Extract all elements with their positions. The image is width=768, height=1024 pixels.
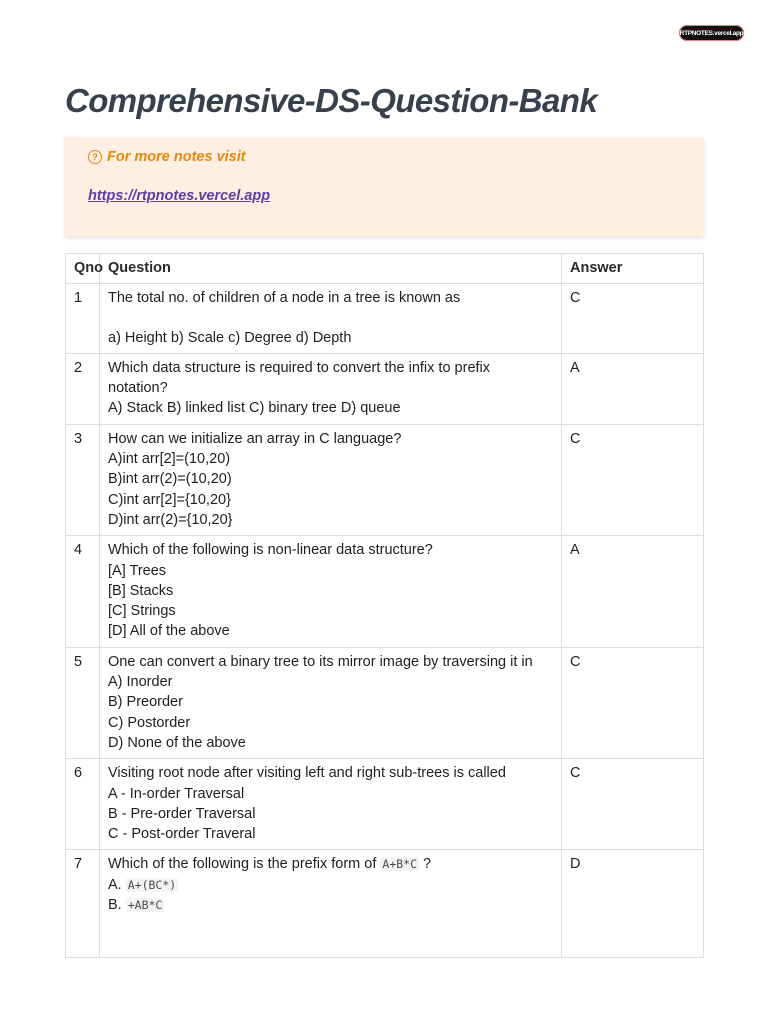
question-text [100,284,562,354]
table-row [66,759,704,850]
answer-cell: A [562,536,704,647]
question-line: A) Inorder [108,674,173,691]
question-number: 4 [66,536,100,647]
answer-cell: C [562,647,704,758]
header-answer: Answer [562,254,704,284]
question-line: B - Pre-order Traversal [108,805,256,822]
question-line: Visiting root node after visiting left and right sub-trees is called [108,765,506,782]
question-table [65,253,704,958]
callout-heading: For more notes visit [107,149,246,165]
question-number: 2 [66,353,100,424]
notes-callout [65,137,704,236]
option-b-code: +AB*C [127,898,163,913]
question-line [108,854,553,874]
table-row [66,647,704,758]
question-text [100,759,562,850]
table-row [66,424,704,535]
question-line: D)int arr(2)={10,20} [108,511,233,528]
question-number: 1 [66,284,100,354]
question-prefix: Which of the following is the prefix form of [108,856,381,873]
answer-cell: C [562,759,704,850]
question-line: D) None of the above [108,734,246,751]
site-badge[interactable]: RTPNOTES.vercel.app [679,25,744,41]
answer-cell: C [562,424,704,535]
question-line: [B] Stacks [108,582,174,599]
question-line: A)int arr[2]=(10,20) [108,451,231,468]
page-title: Comprehensive-DS-Question-Bank [65,82,598,119]
option-a [108,875,553,895]
question-line: How can we initialize an array in C language? [108,430,402,447]
question-line: The total no. of children of a node in a tree is known as [108,290,461,307]
question-number: 5 [66,647,100,758]
question-line: One can convert a binary tree to its mirror image by traversing it in [108,653,533,670]
option-b-label: B. [108,897,126,914]
question-line: [A] Trees [108,562,167,579]
question-circle-icon: ? [88,150,102,164]
question-text [100,850,562,958]
question-line: A - In-order Traversal [108,785,245,802]
question-line: Which data structure is required to convert the infix to prefix notation? [108,359,495,397]
header-qno: Qno [66,254,100,284]
question-number: 6 [66,759,100,850]
question-line [108,309,553,328]
question-line: [C] Strings [108,603,176,620]
header-question: Question [100,254,562,284]
question-number: 7 [66,850,100,958]
question-line: B)int arr(2)=(10,20) [108,471,232,488]
question-text [100,353,562,424]
table-row [66,284,704,354]
question-code: A+B*C [382,857,418,872]
question-text [100,424,562,535]
notes-link[interactable]: https://rtpnotes.vercel.app [88,188,271,204]
answer-cell: A [562,353,704,424]
callout-heading-row [88,149,246,165]
option-a-label: A. [108,876,126,893]
question-line: A) Stack B) linked list C) binary tree D) queue [108,400,401,417]
question-line: Which of the following is non-linear data structure? [108,542,433,559]
question-line: B) Preorder [108,694,183,711]
question-line: C) Postorder [108,714,191,731]
question-text [100,647,562,758]
question-line: [D] All of the above [108,623,230,640]
question-number: 3 [66,424,100,535]
answer-cell: D [562,850,704,958]
option-b [108,895,553,915]
table-header-row [66,254,704,284]
question-line: C - Post-order Traveral [108,826,256,843]
table-row [66,353,704,424]
question-line: C)int arr[2]={10,20} [108,491,231,508]
table-row [66,850,704,958]
question-line: a) Height b) Scale c) Degree d) Depth [108,329,352,346]
answer-cell: C [562,284,704,354]
question-text [100,536,562,647]
option-a-code: A+(BC*) [127,877,177,892]
table-row [66,536,704,647]
question-suffix: ? [419,856,432,873]
